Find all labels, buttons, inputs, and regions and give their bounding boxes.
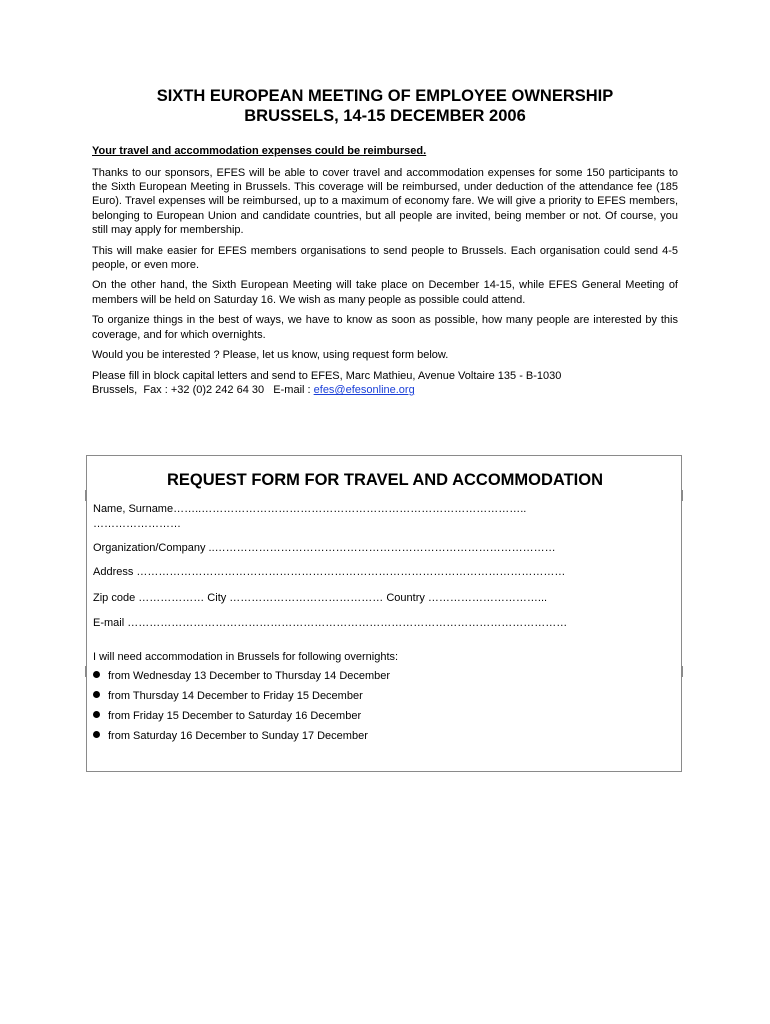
overnight-option-label: from Friday 15 December to Saturday 16 December (108, 710, 362, 722)
title-line-1: SIXTH EUROPEAN MEETING OF EMPLOYEE OWNERSHIP (156, 87, 614, 105)
email-field[interactable]: E-mail ………………………………………………………………………………………………………… (93, 617, 568, 629)
form-border-mark (85, 490, 87, 501)
bullet-icon (93, 731, 100, 738)
paragraph-organize: To organize things in the best of ways, we have to know as soon as possible, how many people are interested by this coverage, and for which overnights. (92, 314, 678, 341)
paragraph-organisations: This will make easier for EFES members organisations to send people to Brussels. Each organisation could send 4-5 people, or even more. (92, 244, 678, 271)
organization-field[interactable]: Organization/Company ..………………………………………………………………………………… (93, 542, 556, 554)
overnight-option-label: from Saturday 16 December to Sunday 17 December (108, 730, 368, 742)
bullet-icon (93, 691, 100, 698)
name-surname-field-continued[interactable]: …………………… (93, 518, 181, 530)
bullet-icon (93, 711, 100, 718)
request-form (86, 455, 682, 772)
section-subheading: Your travel and accommodation expenses could be reimbursed. (92, 145, 427, 157)
body-text (92, 166, 678, 404)
form-border-mark (85, 666, 87, 677)
bullet-icon (93, 671, 100, 678)
paragraph-interest: Would you be interested ? Please, let us know, using request form below. (92, 349, 449, 362)
form-border-mark (681, 490, 683, 501)
zip-city-country-field[interactable]: Zip code ……………… City …………………………………… Country …………………………... (93, 592, 548, 604)
contact-line-1: Please fill in block capital letters and send to EFES, Marc Mathieu, Avenue Voltaire 135 - B-1030 (92, 369, 562, 382)
email-link[interactable]: efes@efesonline.org (313, 384, 415, 397)
name-surname-field[interactable]: Name, Surname……..…………………………………………………………………………….. (93, 503, 527, 515)
title-line-2: BRUSSELS, 14-15 DECEMBER 2006 (244, 107, 526, 125)
address-field[interactable]: Address ……………………………………………………………………………………………………… (93, 566, 566, 578)
overnight-option-label: from Thursday 14 December to Friday 15 December (108, 690, 363, 702)
contact-line-2: Brussels, Fax : +32 (0)2 242 64 30 E-mail : (92, 384, 314, 397)
paragraph-meeting-dates: On the other hand, the Sixth European Meeting will take place on December 14-15, while EFES General Meeting of members will be held on Saturday 16. We wish as many people as possible could attend. (92, 279, 678, 306)
paragraph-sponsors: Thanks to our sponsors, EFES will be able to cover travel and accommodation expenses for some 150 participants to the Sixth European Meeting in Brussels. This coverage will be reimbursed, under deduction of the attendance fee (185 Euro). Travel expenses will be reimbursed, up to a maximum of economy fare. We will give a priority to EFES members, belonging to European Union and candidate countries, but all people are invited, being member or not. Of course, you still may apply for membership. (92, 167, 678, 236)
form-title: REQUEST FORM FOR TRAVEL AND ACCOMMODATION (166, 471, 603, 489)
page-title (92, 86, 678, 126)
overnight-option-label: from Wednesday 13 December to Thursday 14 December (108, 670, 391, 682)
paragraph-contact (92, 369, 678, 397)
overnights-intro: I will need accommodation in Brussels for following overnights: (93, 651, 399, 663)
form-border-mark (681, 666, 683, 677)
